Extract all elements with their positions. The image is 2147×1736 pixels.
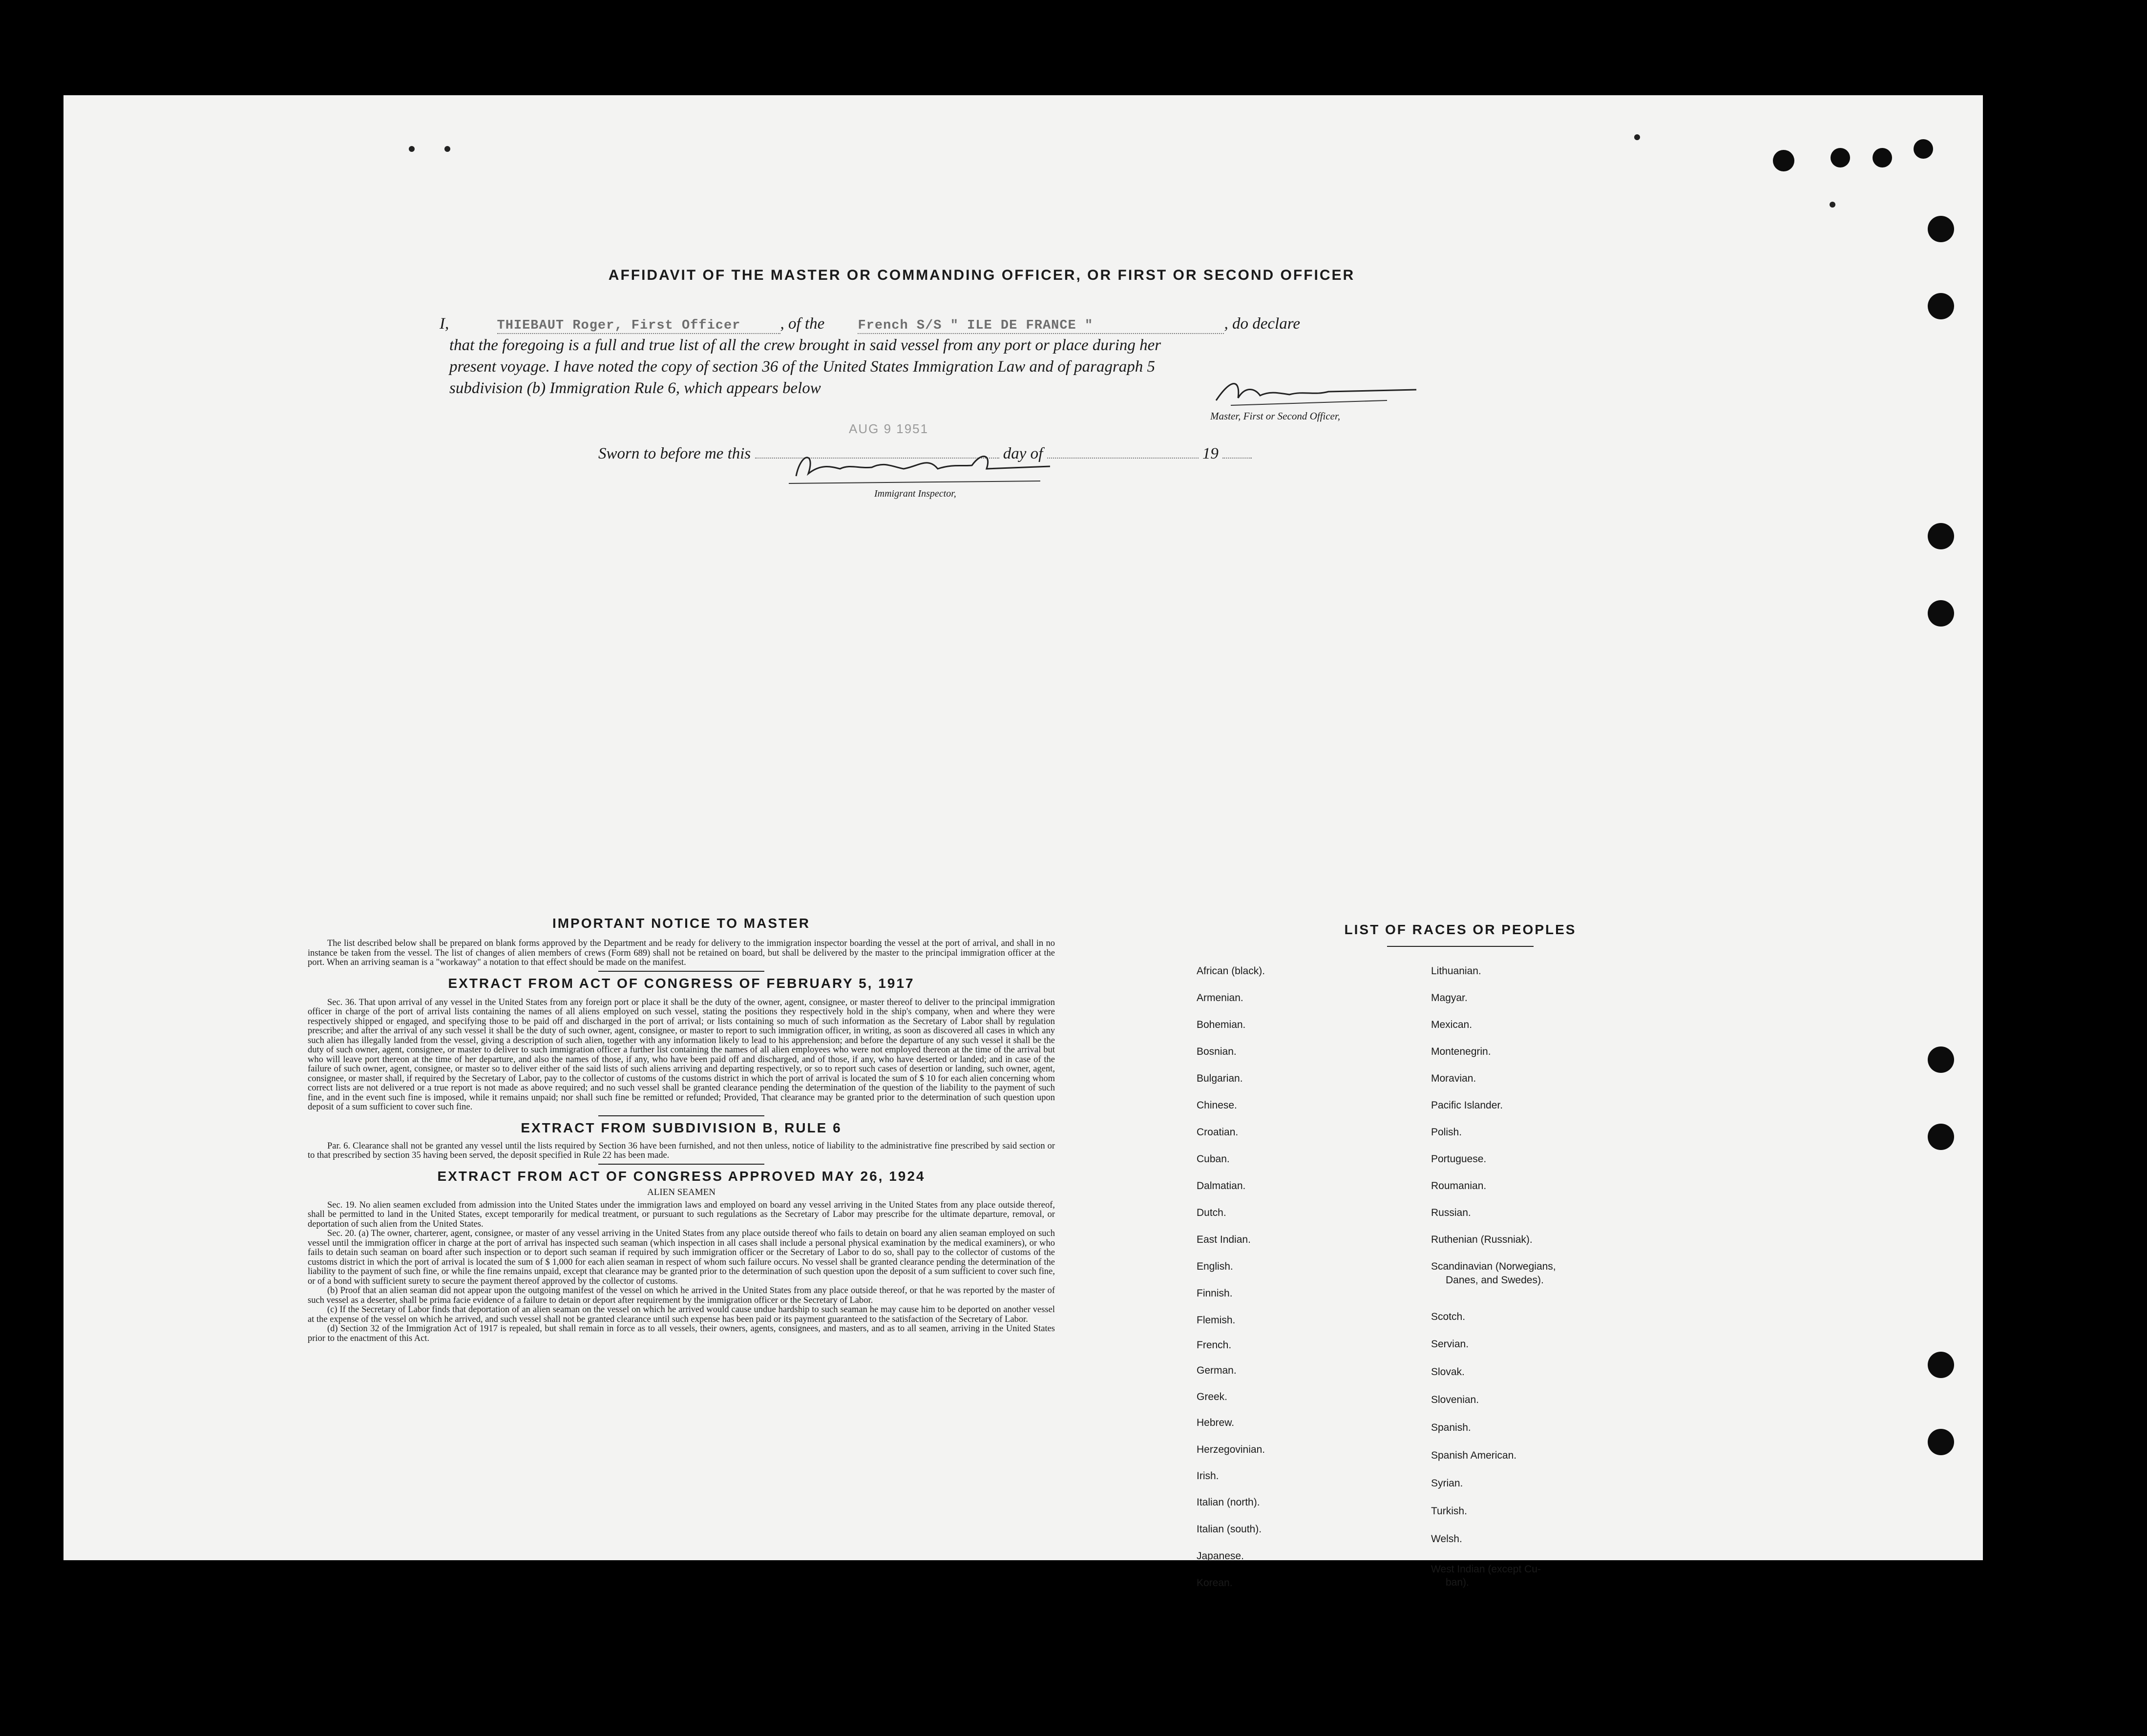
race-item: Cuban. xyxy=(1197,1153,1230,1165)
race-item: Finnish. xyxy=(1197,1288,1233,1299)
extract3-body-5: (d) Section 32 of the Immigration Act of 1917 is repealed, but shall remain in force as to all vessels, their owners, agents, consignees, and masters, and as to all seamen, arriving in the United States prior to the enactment of this Act. xyxy=(308,1324,1055,1343)
race-item: Dalmatian. xyxy=(1197,1180,1246,1192)
sworn-prefix: Sworn to before me this xyxy=(598,445,751,462)
race-item: Syrian. xyxy=(1431,1478,1463,1489)
typed-vessel-name: French S/S " ILE DE FRANCE " xyxy=(858,318,1224,334)
race-item: Croatian. xyxy=(1197,1127,1239,1138)
race-item: Bohemian. xyxy=(1197,1019,1246,1030)
race-item: Italian (north). xyxy=(1197,1497,1260,1508)
do-declare: , do declare xyxy=(1224,315,1300,333)
race-item: Bosnian. xyxy=(1197,1046,1237,1057)
affidavit-line-4: subdivision (b) Immigration Rule 6, which appears below xyxy=(449,379,821,397)
race-item: Scandinavian (Norwegians, xyxy=(1431,1261,1556,1272)
race-item: Scotch. xyxy=(1431,1311,1466,1322)
divider xyxy=(598,1115,764,1116)
notice-column xyxy=(308,916,1055,1343)
race-item: English. xyxy=(1197,1261,1233,1272)
race-item: French. xyxy=(1197,1339,1232,1351)
divider xyxy=(598,971,764,972)
divider xyxy=(598,1164,764,1165)
extract1-body: Sec. 36. That upon arrival of any vessel in the United States from any foreign port or place it shall be the duty of the owner, agent, consignee, or master thereof to deliver to the principal immigration officer in charge of the port of arrival lists containing the names of all aliens employed on such vessel, stating the positions they respectively hold in the ship's company, when and where they were respectively shipped or engaged, and specifying those to be paid off and discharged in the port of arrival; or lists containing so much of such information as the Secretary of Labor shall by regulation prescribe; and after the arrival of any such vessel it shall be the duty of such owner, agent, consignee, or master to report to such immigration officer, in writing, as soon as discovered all cases in which any such alien has illegally landed from the vessel, giving a description of such alien, together with any information likely to lead to his apprehension; and before the departure of any such vessel it shall be the duty of such owner, agent, consignee, or master to deliver to such immigration officer a further list containing the names of all alien employees who were not employed thereon at the time of the arrival but who will leave port thereon at the time of her departure, and also the names of those, if any, who have been paid off and discharged, and of those, if any, who have deserted or landed; and in case of the failure of such owner, agent, consignee, or master so to deliver either of the said lists of such aliens arriving and departing respectively, or so to report such cases of desertion or landing, such owner, agent, consignee, or master shall, if required by the Secretary of Labor, pay to the collector of customs of the customs district in which the port of arrival is located the sum of $ 10 for each alien concerning whom correct lists are not delivered or a true report is not made as above required; and no such vessel shall be granted clearance pending the determination of the question of the liability to the payment of such fine, and in the event such fine is imposed, while it remains unpaid; nor shall such fine be remitted or refunded; Provided, That clearance may be granted prior to the determination of such question upon deposit of a sum sufficient to cover such fine. xyxy=(308,997,1055,1112)
extract3-body-3: (b) Proof that an alien seaman did not appear upon the outgoing manifest of the vessel on which he arrived in the United States from any place outside thereof, or that he was reported by the master of such vessel as a deserter, shall be prima facie evidence of a failure to detain or deport after requirement by the immigration officer or the Secretary of Labor. xyxy=(308,1286,1055,1305)
notice-body: The list described below shall be prepared on blank forms approved by the Department and be ready for delivery to the immigration inspector boarding the vessel at the port of arrival, and shall in no instance be taken from the vessel. The list of changes of alien members of crews (Form 689) shall not be retained on board, but shall be delivered by the master to the principal immigration officer at the port. When an arriving seaman is a "workaway" a notation to that effect should be made on the manifest. xyxy=(308,939,1055,967)
race-item: Mexican. xyxy=(1431,1019,1473,1030)
of-the: , of the xyxy=(780,315,825,333)
race-item: Hebrew. xyxy=(1197,1417,1235,1428)
race-item: West Indian (except Cu- xyxy=(1431,1564,1541,1575)
date-stamp: AUG 9 1951 xyxy=(849,421,929,436)
month-blank xyxy=(1047,458,1199,459)
extract1-title: EXTRACT FROM ACT OF CONGRESS OF FEBRUARY 5, 1917 xyxy=(448,975,915,991)
race-item: Welsh. xyxy=(1431,1533,1462,1545)
race-item: Spanish American. xyxy=(1431,1450,1517,1461)
punch-hole-1 xyxy=(1928,216,1954,242)
race-item: Russian. xyxy=(1431,1207,1471,1218)
speck xyxy=(1634,134,1640,140)
punch-hole-4 xyxy=(1928,600,1954,627)
race-item: Turkish. xyxy=(1431,1506,1467,1517)
officer-signature xyxy=(1211,376,1421,410)
races-title-rule xyxy=(1387,946,1534,947)
race-item: Moravian. xyxy=(1431,1073,1476,1084)
race-item: Herzegovinian. xyxy=(1197,1444,1265,1455)
speck xyxy=(409,146,415,152)
race-item: Irish. xyxy=(1197,1470,1219,1482)
extract3-body-2: Sec. 20. (a) The owner, charterer, agent, consignee, or master of any vessel arriving in the United States from any place outside thereof who fails to detain on board any alien seaman employed on such vessel until the immigration officer in charge at the port of arrival has inspected such seaman (which inspection in all cases shall include a personal physical examination by the medical examiners), or who fails to detain such seaman on board after such inspection or to deport such seaman if required by such immigration officer or the Secretary of Labor to do so, shall pay to the collector of customs of the customs district in which the port of arrival is located the sum of $ 1,000 for each alien seaman in respect of whom such failure occurs. No vessel shall be granted clearance pending the determination of the liability to the payment of such fine, or while the fine remains unpaid, except that clearance may be granted prior to the determination of such question upon the deposit of a sum sufficient to cover such fine, or of a bond with sufficient surety to secure the payment thereof approved by the collector of customs. xyxy=(308,1229,1055,1286)
race-item: African (black). xyxy=(1197,965,1265,977)
race-item: Ruthenian (Russniak). xyxy=(1431,1234,1533,1245)
pronoun: I, xyxy=(440,315,449,333)
race-item: Spanish. xyxy=(1431,1422,1471,1433)
race-item: Pacific Islander. xyxy=(1431,1100,1503,1111)
inspector-caption: Immigrant Inspector, xyxy=(874,488,956,499)
day-of: day of xyxy=(1003,445,1043,462)
affidavit-line-2: that the foregoing is a full and true list of all the crew brought in said vessel from any port or place during her xyxy=(449,336,1161,354)
punch-hole-top-4 xyxy=(1914,139,1933,159)
race-item: Greek. xyxy=(1197,1391,1228,1402)
punch-hole-7 xyxy=(1928,1352,1954,1378)
race-item: Chinese. xyxy=(1197,1100,1237,1111)
notice-title: IMPORTANT NOTICE TO MASTER xyxy=(552,916,811,931)
punch-hole-6 xyxy=(1928,1124,1954,1150)
race-item: Slovak. xyxy=(1431,1366,1465,1378)
race-item: Servian. xyxy=(1431,1339,1469,1350)
race-item: Polish. xyxy=(1431,1127,1462,1138)
race-item: Lithuanian. xyxy=(1431,965,1481,977)
race-item: German. xyxy=(1197,1365,1237,1376)
affidavit-line-3: present voyage. I have noted the copy of section 36 of the United States Immigration Law and of paragraph 5 xyxy=(449,358,1156,376)
punch-hole-3 xyxy=(1928,523,1954,549)
race-item: Korean. xyxy=(1197,1577,1233,1589)
races-title: LIST OF RACES OR PEOPLES xyxy=(1344,922,1577,937)
speck xyxy=(444,146,450,152)
race-item: Bulgarian. xyxy=(1197,1073,1243,1084)
race-item: Italian (south). xyxy=(1197,1524,1262,1535)
affidavit-line-1 xyxy=(440,315,1514,334)
extract3-subtitle: ALIEN SEAMEN xyxy=(647,1187,716,1197)
punch-hole-8 xyxy=(1928,1429,1954,1455)
punch-hole-5 xyxy=(1928,1046,1954,1073)
extract3-title: EXTRACT FROM ACT OF CONGRESS APPROVED MAY 26, 1924 xyxy=(437,1168,926,1184)
race-item: Roumanian. xyxy=(1431,1180,1487,1192)
extract3-body-4: (c) If the Secretary of Labor finds that deportation of an alien seaman on the vessel on which he arrived would cause undue hardship to such seaman he may cause him to be deported on another vessel at the expense of the vessel on which he arrived, and such vessel shall not be granted clearance until such expense has been paid or its payment guaranteed to the satisfaction of the Secretary of Labor. xyxy=(308,1305,1055,1324)
typed-officer-name: THIEBAUT Roger, First Officer xyxy=(497,318,780,334)
race-item: Flemish. xyxy=(1197,1315,1236,1326)
year-blank xyxy=(1222,458,1252,459)
officer-caption: Master, First or Second Officer, xyxy=(1210,410,1340,422)
race-item: East Indian. xyxy=(1197,1234,1251,1245)
punch-hole-top-2 xyxy=(1831,148,1850,167)
document-page xyxy=(63,95,1983,1589)
speck xyxy=(1830,202,1835,208)
race-item: Magyar. xyxy=(1431,992,1468,1004)
race-item: Portuguese. xyxy=(1431,1153,1487,1165)
race-item: Danes, and Swedes). xyxy=(1446,1275,1544,1286)
extract3-body-1: Sec. 19. No alien seamen excluded from admission into the United States under the immigration laws and employed on board any vessel arriving in the United States from any place outside thereof, shall be permitted to land in the United States, except temporarily for medical treatment, or pursuant to such regulations as the Secretary of Labor may prescribe for the ultimate departure, removal, or deportation of such alien from the United States. xyxy=(308,1200,1055,1229)
race-item: Montenegrin. xyxy=(1431,1046,1491,1057)
race-item: Armenian. xyxy=(1197,992,1243,1004)
race-item: ban). xyxy=(1446,1577,1469,1588)
inspector-signature xyxy=(786,447,1060,486)
extract2-title: EXTRACT FROM SUBDIVISION B, RULE 6 xyxy=(521,1120,842,1135)
race-item: Slovenian. xyxy=(1431,1394,1479,1405)
race-item: Japanese. xyxy=(1197,1550,1244,1562)
extract2-body: Par. 6. Clearance shall not be granted any vessel until the lists required by Section 36 have been furnished, and not then unless, notice of liability to the administrative fine prescribed by said section or to that prescribed by section 35 having been served, the deposit specified in Rule 22 has been made. xyxy=(308,1141,1055,1160)
punch-hole-2 xyxy=(1928,293,1954,319)
punch-hole-top-1 xyxy=(1773,150,1794,171)
year-prefix: 19 xyxy=(1202,445,1219,462)
affidavit-title: AFFIDAVIT OF THE MASTER OR COMMANDING OFFICER, OR FIRST OR SECOND OFFICER xyxy=(608,267,1355,283)
punch-hole-top-3 xyxy=(1873,148,1892,167)
race-item: Dutch. xyxy=(1197,1207,1226,1218)
